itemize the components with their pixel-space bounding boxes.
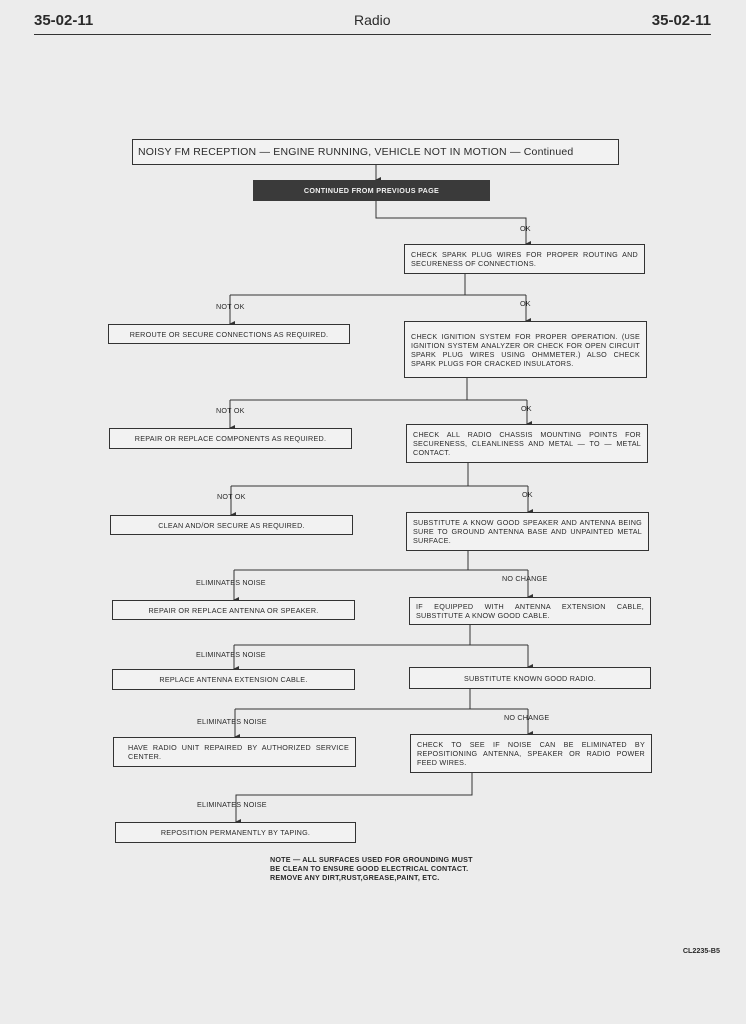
step-check-plug-wires: CHECK SPARK PLUG WIRES FOR PROPER ROUTING AND SECURENESS OF CONNECTIONS.	[404, 244, 645, 274]
label-ok-3: OK	[521, 404, 532, 413]
label-eliminates-noise-3: ELIMINATES NOISE	[197, 717, 267, 726]
step-check-ignition: CHECK IGNITION SYSTEM FOR PROPER OPERATION. (USE IGNITION SYSTEM ANALYZER OR CHECK FOR OPEN CIRCUIT SPARK PLUG WIRES USING OHMMETER.) ALSO CHECK SPARK PLUGS FOR CRACKED INSULATORS.	[404, 321, 647, 378]
step-reroute: REROUTE OR SECURE CONNECTIONS AS REQUIRED.	[108, 324, 350, 344]
label-not-ok-1: NOT OK	[216, 302, 245, 311]
step-substitute-speaker: SUBSTITUTE A KNOW GOOD SPEAKER AND ANTENNA BEING SURE TO GROUND ANTENNA BASE AND UNPAINTED METAL SURFACE.	[406, 512, 649, 551]
step-replace-extension: REPLACE ANTENNA EXTENSION CABLE.	[112, 669, 355, 690]
page-number-right: 35-02-11	[651, 12, 711, 29]
note-line-2: BE CLEAN TO ENSURE GOOD ELECTRICAL CONTACT.	[270, 864, 469, 873]
label-ok-2: OK	[520, 299, 531, 308]
section-title: Radio	[354, 12, 391, 28]
label-eliminates-noise-1: ELIMINATES NOISE	[196, 578, 266, 587]
page-number-left: 35-02-11	[34, 12, 94, 29]
continued-banner: CONTINUED FROM PREVIOUS PAGE	[253, 180, 490, 201]
label-no-change-1: NO CHANGE	[502, 574, 548, 583]
step-substitute-radio: SUBSTITUTE KNOWN GOOD RADIO.	[409, 667, 651, 689]
step-reposition-taping: REPOSITION PERMANENTLY BY TAPING.	[115, 822, 356, 843]
step-extension-cable: IF EQUIPPED WITH ANTENNA EXTENSION CABLE, SUBSTITUTE A KNOW GOOD CABLE.	[409, 597, 651, 625]
step-check-reposition: CHECK TO SEE IF NOISE CAN BE ELIMINATED BY REPOSITIONING ANTENNA, SPEAKER OR RADIO POWER FEED WIRES.	[410, 734, 652, 773]
step-check-chassis: CHECK ALL RADIO CHASSIS MOUNTING POINTS FOR SECURENESS, CLEANLINESS AND METAL — TO — METAL CONTACT.	[406, 424, 648, 463]
flowchart-title: NOISY FM RECEPTION — ENGINE RUNNING, VEHICLE NOT IN MOTION — Continued	[132, 139, 619, 165]
note-line-1: NOTE — ALL SURFACES USED FOR GROUNDING MUST	[270, 855, 473, 864]
step-have-repaired: HAVE RADIO UNIT REPAIRED BY AUTHORIZED SERVICE CENTER.	[113, 737, 356, 767]
label-not-ok-2: NOT OK	[216, 406, 245, 415]
note-line-3: REMOVE ANY DIRT,RUST,GREASE,PAINT, ETC.	[270, 873, 440, 882]
label-not-ok-3: NOT OK	[217, 492, 246, 501]
label-eliminates-noise-2: ELIMINATES NOISE	[196, 650, 266, 659]
label-ok-1: OK	[520, 224, 531, 233]
label-ok-4: OK	[522, 490, 533, 499]
step-clean-secure: CLEAN AND/OR SECURE AS REQUIRED.	[110, 515, 353, 535]
step-repair-antenna: REPAIR OR REPLACE ANTENNA OR SPEAKER.	[112, 600, 355, 620]
step-repair-components: REPAIR OR REPLACE COMPONENTS AS REQUIRED.	[109, 428, 352, 449]
label-eliminates-noise-4: ELIMINATES NOISE	[197, 800, 267, 809]
figure-code: CL2235-B5	[682, 946, 720, 955]
label-no-change-2: NO CHANGE	[504, 713, 550, 722]
grounding-note	[270, 855, 473, 882]
